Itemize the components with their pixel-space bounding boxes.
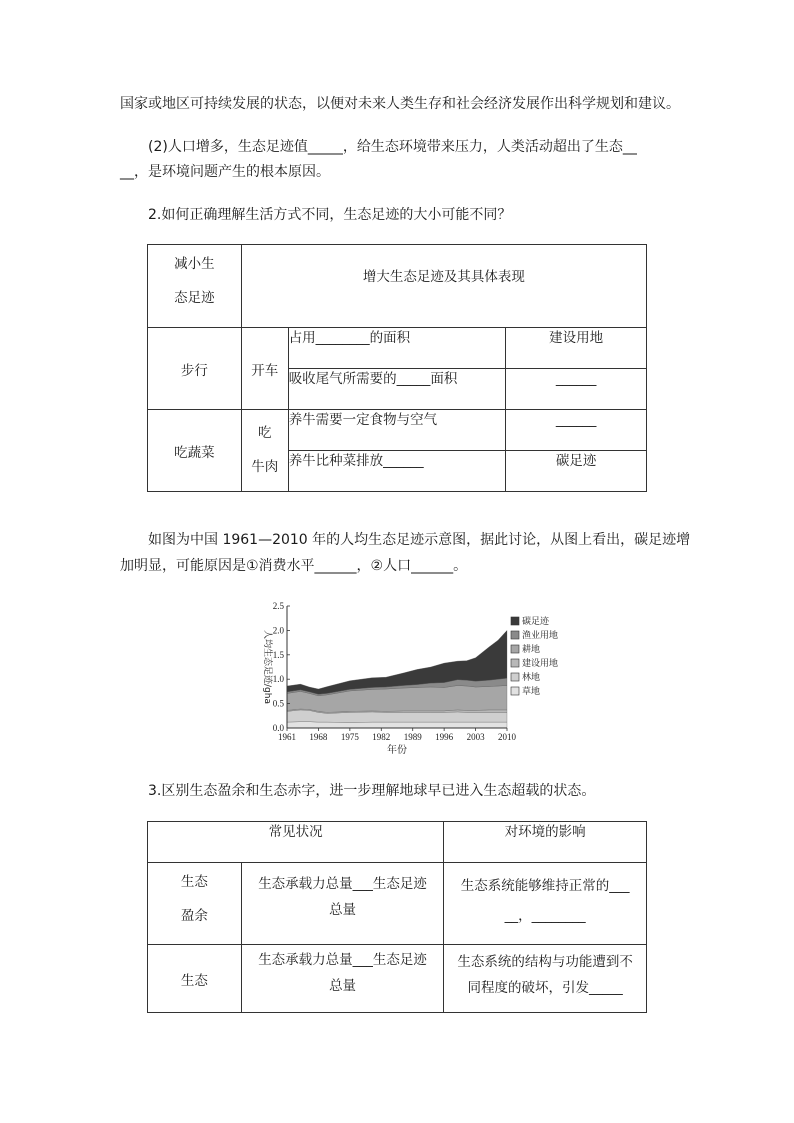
area-series-0	[287, 722, 507, 728]
cell-eat-vegetables: 吃蔬菜	[148, 410, 242, 492]
header-increase-label: 增大生态足迹及其具体表现	[362, 269, 525, 285]
cell-surplus-line-2: 盈余	[180, 908, 208, 924]
y-tick-label: 0.5	[272, 698, 284, 709]
legend-swatch	[511, 617, 519, 625]
chart-areas	[287, 630, 507, 728]
cell-occupy-area: 占用________的面积	[288, 328, 506, 369]
table-row	[148, 328, 647, 369]
y-tick-label: 0.0	[272, 723, 284, 733]
x-tick-label: 1961	[278, 732, 296, 742]
header-common-situation: 常见状况	[148, 822, 444, 863]
y-tick-label: 2.0	[272, 625, 284, 636]
cell-construction-land: 建设用地	[506, 328, 647, 369]
legend-swatch	[511, 659, 519, 667]
table-row	[148, 410, 647, 451]
x-tick-label: 2003	[466, 732, 485, 742]
x-tick-label: 1968	[309, 732, 328, 742]
header-environment-impact: 对环境的影响	[444, 822, 647, 863]
table-row	[148, 945, 647, 1013]
section-2-title: 2.如何正确理解生活方式不同，生态足迹的大小可能不同？	[148, 207, 512, 223]
cell-surplus-effect	[444, 863, 647, 945]
x-tick-label: 2010	[498, 732, 516, 742]
legend-swatch	[511, 673, 519, 681]
legend-label: 建设用地	[522, 659, 559, 669]
x-tick-label: 1989	[403, 732, 422, 742]
table-header-row	[148, 822, 647, 863]
cell-surplus-condition-line-2: 总量	[329, 902, 357, 918]
cell-surplus-effect-line-1: 生态系统能够维持正常的___	[460, 878, 630, 894]
question-2-line-1: (2)人口增多，生态足迹值_____，给生态环境带来压力，人类活动超出了生态__	[148, 139, 637, 155]
cell-absorb-exhaust: 吸收尾气所需要的_____面积	[288, 369, 506, 410]
cell-deficit-effect	[444, 945, 647, 1013]
section-3-title: 3.区别生态盈余和生态赤字，进一步理解地球早已进入生态超载的状态。	[148, 783, 596, 799]
header-reduce-line-1: 减小生	[174, 256, 215, 272]
x-tick-label: 1975	[340, 732, 359, 742]
cell-deficit-condition	[241, 945, 444, 1013]
legend-swatch	[511, 687, 519, 695]
cell-surplus-effect-line-2: __，________	[504, 908, 586, 924]
chart-intro-line-1: 如图为中国 1961—2010 年的人均生态足迹示意图，据此讨论，从图上看出，碳足迹增	[148, 532, 691, 548]
chart-intro-line-2: 加明显，可能原因是①消费水平______，②人口______。	[120, 558, 468, 574]
y-tick-label: 1.0	[272, 674, 284, 685]
legend-swatch	[511, 631, 519, 639]
cell-surplus-condition-line-1: 生态承载力总量___生态足迹	[258, 876, 427, 892]
cell-blank-2: ______	[506, 410, 647, 451]
cell-surplus-line-1: 生态	[180, 874, 208, 890]
cell-drive: 开车	[241, 328, 288, 410]
ecological-footprint-chart	[255, 600, 565, 760]
ecological-surplus-table	[147, 821, 647, 1013]
lifestyle-footprint-table	[147, 244, 647, 492]
cell-ecological-deficit: 生态	[148, 945, 242, 1013]
legend-label: 草地	[522, 687, 541, 697]
y-tick-label: 1.5	[272, 649, 284, 660]
table-header-row	[148, 245, 647, 328]
cell-deficit-condition-line-1: 生态承载力总量___生态足迹	[258, 952, 427, 968]
cell-cattle-food-air: 养牛需要一定食物与空气	[288, 410, 506, 451]
cell-blank-1: ______	[506, 369, 647, 410]
cell-eat-beef	[241, 410, 288, 492]
cell-eat-beef-line-1: 吃	[257, 425, 272, 441]
legend-label: 耕地	[522, 645, 541, 655]
x-tick-label: 1982	[372, 732, 391, 742]
y-tick-label: 2.5	[272, 601, 284, 611]
cell-deficit-effect-line-2: 同程度的破坏，引发_____	[467, 980, 623, 996]
x-axis-label: 年份	[387, 745, 407, 756]
header-increase-footprint	[241, 245, 646, 328]
cell-cattle-emission: 养牛比种菜排放______	[288, 451, 506, 492]
legend-swatch	[511, 645, 519, 653]
legend-label: 林地	[522, 673, 541, 683]
y-axis-label: 人均生态足迹/gha	[262, 630, 272, 704]
intro-line: 国家或地区可持续发展的状态，以便对未来人类生存和社会经济发展作出科学规划和建议。	[120, 96, 680, 112]
cell-eat-beef-line-2: 牛肉	[251, 459, 279, 475]
legend-label: 渔业用地	[522, 631, 559, 641]
x-tick-label: 1996	[435, 732, 454, 742]
question-2-line-2: __，是环境问题产生的根本原因。	[120, 164, 330, 180]
cell-deficit-condition-line-2: 总量	[329, 978, 357, 994]
chart-legend	[511, 615, 558, 697]
cell-walk: 步行	[148, 328, 242, 410]
legend-label: 碳足迹	[522, 617, 550, 627]
cell-surplus-condition	[241, 863, 444, 945]
table-row	[148, 863, 647, 945]
cell-carbon-footprint: 碳足迹	[506, 451, 647, 492]
cell-deficit-effect-line-1: 生态系统的结构与功能遭到不	[457, 954, 633, 970]
header-reduce-footprint	[148, 245, 242, 328]
header-reduce-line-2: 态足迹	[174, 290, 215, 306]
cell-ecological-surplus	[148, 863, 242, 945]
